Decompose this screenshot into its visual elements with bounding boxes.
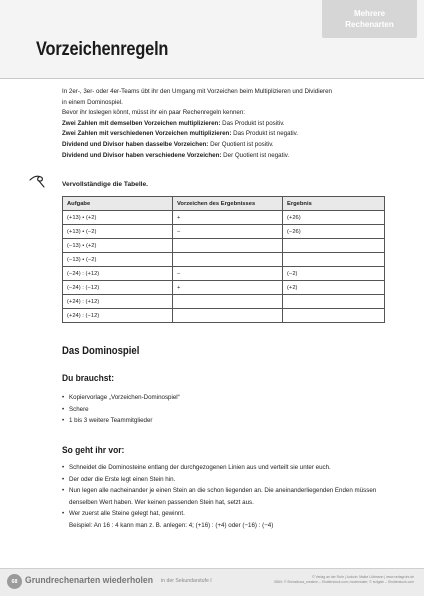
- list-item-continued: Beispiel: An 16 : 4 kann man z. B. anlegen: 4; (+16) : (+4) oder (−16) : (−4): [69, 521, 274, 529]
- rule-bold: Zwei Zahlen mit demselben Vorzeichen multiplizieren:: [62, 119, 221, 127]
- domino-heading: Das Dominospiel: [62, 345, 140, 357]
- result-cell[interactable]: [283, 295, 385, 309]
- rule-line: [62, 119, 382, 130]
- task-cell: (+24) : (+12): [63, 295, 173, 309]
- sign-cell[interactable]: −: [173, 225, 283, 239]
- task-cell: (−24) : (−12): [63, 281, 173, 295]
- column-header: Aufgabe: [63, 197, 173, 211]
- materials-list: [62, 392, 180, 427]
- table-row: [63, 267, 385, 281]
- list-item: • 1 bis 3 weitere Teammitglieder: [62, 415, 180, 427]
- category-tab: [322, 0, 417, 38]
- list-item: • Kopiervorlage „Vorzeichen-Dominospiel“: [62, 392, 180, 404]
- rule-text: Der Quotient ist negativ.: [221, 151, 290, 159]
- intro-line: Bevor ihr loslegen könnt, müsst ihr ein paar Rechenregeln kennen:: [62, 109, 245, 117]
- table-row: [63, 225, 385, 239]
- table-row: [63, 211, 385, 225]
- footer-subtitle: in der Sekundarstufe I: [161, 578, 212, 584]
- table-row: [63, 281, 385, 295]
- list-item: • Wer zuerst alle Steine gelegt hat, gewinnt.: [62, 508, 376, 520]
- list-item: • Schneidet die Dominosteine entlang der durchgezogenen Linien aus und verteilt sie unter euch.: [62, 462, 376, 474]
- task-cell: (−13) • (−2): [63, 253, 173, 267]
- task-cell: (+13) • (+2): [63, 211, 173, 225]
- instructions-heading: So geht ihr vor:: [62, 444, 125, 455]
- list-item: • Nun legen alle nacheinander je einen Stein an die schon liegenden an. Die aneinanderliegenden Enden müssen: [62, 485, 376, 497]
- rule-line: [62, 140, 382, 151]
- intro-line: In 2er-, 3er- oder 4er-Teams übt ihr den Umgang mit Vorzeichen beim Multiplizieren und Dividieren: [62, 88, 332, 95]
- sign-cell[interactable]: [173, 309, 283, 323]
- result-cell[interactable]: [283, 239, 385, 253]
- result-cell[interactable]: (−2): [283, 267, 385, 281]
- table-row: [63, 309, 385, 323]
- rule-bold: Zwei Zahlen mit verschiedenen Vorzeichen multiplizieren:: [62, 130, 232, 138]
- materials-heading: Du brauchst:: [62, 372, 115, 383]
- list-item: • Schere: [62, 404, 180, 416]
- sign-cell[interactable]: [173, 253, 283, 267]
- table-row: [63, 295, 385, 309]
- intro-text: [62, 87, 382, 161]
- sign-table: [62, 196, 385, 323]
- task-cell: (−24) : (+12): [63, 267, 173, 281]
- copyright-line: © Verlag an der Ruhr | Autorin: Maike Lüttmann | www.verlagruhr.de: [312, 575, 414, 579]
- sign-cell[interactable]: −: [173, 267, 283, 281]
- list-item-continued: denselben Wert haben. Wer keinen passenden Stein hat, setzt aus.: [69, 498, 254, 506]
- result-cell[interactable]: [283, 309, 385, 323]
- result-cell[interactable]: (+2): [283, 281, 385, 295]
- sign-cell[interactable]: +: [173, 211, 283, 225]
- result-cell[interactable]: (+26): [283, 211, 385, 225]
- page-title: Vorzeichenregeln: [36, 39, 169, 60]
- page-number: 68: [7, 574, 22, 589]
- table-header-row: [63, 197, 385, 211]
- header-divider: [0, 78, 424, 79]
- result-cell[interactable]: (−26): [283, 225, 385, 239]
- rule-text: Das Produkt ist negativ.: [231, 130, 299, 138]
- rule-line: [62, 129, 382, 140]
- instructions-list: [62, 462, 376, 532]
- table-row: [63, 239, 385, 253]
- task-instruction: Vervollständige die Tabelle.: [62, 181, 148, 188]
- table-row: [63, 253, 385, 267]
- intro-line: in einem Dominospiel.: [62, 98, 123, 106]
- column-header: Vorzeichen des Ergebnisses: [173, 197, 283, 211]
- footer-copyright: [234, 575, 414, 584]
- column-header: Ergebnis: [283, 197, 385, 211]
- pencil-icon: [27, 168, 49, 190]
- sign-cell[interactable]: +: [173, 281, 283, 295]
- footer-divider: [0, 568, 424, 569]
- list-item: • Der oder die Erste legt einen Stein hin.: [62, 474, 376, 486]
- rule-text: Der Quotient ist positiv.: [208, 140, 274, 148]
- rule-text: Das Produkt ist positiv.: [220, 119, 285, 127]
- footer-title: Grundrechenarten wiederholen: [25, 574, 153, 585]
- task-cell: (+24) : (−12): [63, 309, 173, 323]
- task-cell: (+13) • (−2): [63, 225, 173, 239]
- category-tab-line2: Rechenarten: [345, 20, 394, 29]
- category-tab-line1: Mehrere: [353, 9, 386, 18]
- sign-cell[interactable]: [173, 239, 283, 253]
- rule-bold: Dividend und Divisor haben dasselbe Vorzeichen:: [62, 140, 209, 148]
- result-cell[interactable]: [283, 253, 385, 267]
- sign-cell[interactable]: [173, 295, 283, 309]
- task-cell: (−13) • (+2): [63, 239, 173, 253]
- rule-bold: Dividend und Divisor haben verschiedene Vorzeichen:: [62, 151, 222, 159]
- rule-line: [62, 151, 382, 162]
- copyright-line: ISBN: © Shmalkova_creative – Shutterstock.com; moderwaler; © svilgale – Shutterstock.com: [274, 579, 414, 584]
